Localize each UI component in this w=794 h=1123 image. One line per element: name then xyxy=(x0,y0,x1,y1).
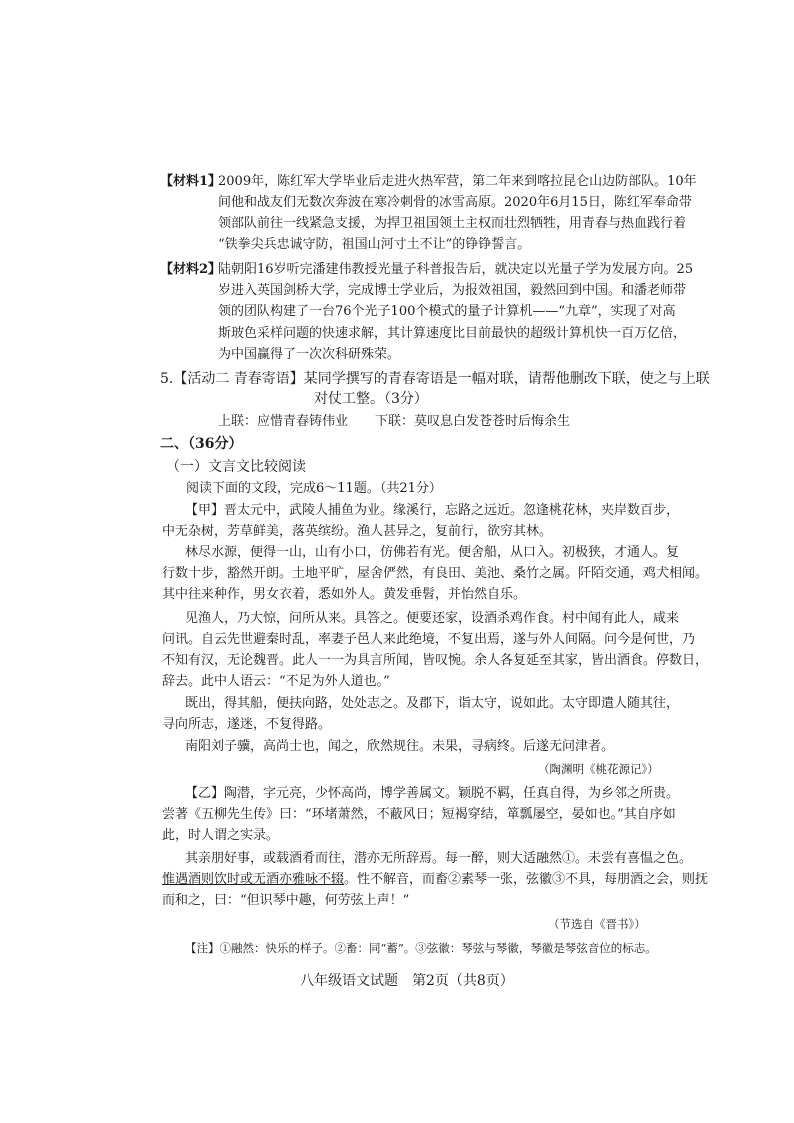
question-5-cont: 对仗工整。（3分） xyxy=(314,391,428,407)
jia-line: 辞去。此中人语云：“不足为外人道也。” xyxy=(162,674,390,689)
jia-line: 寻向所志，遂迷，不复得路。 xyxy=(162,717,332,732)
yi-line-rest: 。性不解音，而畜②素琴一张，弦徽③不具，每朋酒之会，则抚 xyxy=(344,872,709,887)
material2-line: 领的团队构建了一台76个光子100个模式的量子计算机——“九章”，实现了对高 xyxy=(218,304,676,319)
material1-tag: 【材料1】 xyxy=(160,174,222,189)
material2-line: 岁进入英国剑桥大学，完成博士学业后，为报效祖国，毅然回到中国。和潘老师带 xyxy=(218,283,687,298)
material1-line: “铁拳尖兵忠诚守防，祖国山河寸土不让”的铮铮誓言。 xyxy=(218,237,531,252)
material1-line: 间他和战友们无数次奔波在寒冷刺骨的冰雪高原。2020年6月15日，陈红军奉命带 xyxy=(218,195,692,210)
jia-line: 林尽水源，便得一山，山有小口，仿佛若有光。便舍船，从口入。初极狭，才通人。复 xyxy=(185,545,680,560)
material2-line: 为中国赢得了一次次科研殊荣。 xyxy=(218,347,401,362)
yi-line: 而和之，曰：“但识琴中趣，何劳弦上声！” xyxy=(162,893,410,908)
yi-line: 其亲朋好事，或载酒肴而往，潜亦无所辞焉。每一醉，则大适融然①。未尝有喜愠之色。 xyxy=(185,851,693,866)
jia-line: 见渔人，乃大惊，问所从来。具答之。便要还家，设酒杀鸡作食。村中闻有此人，咸来 xyxy=(185,611,680,626)
jia-line: 中无杂树，芳草鲜美，落英缤纷。渔人甚异之，复前行，欲穷其林。 xyxy=(162,524,553,539)
couplet-lower: 下联：莫叹息白发苍苍时后悔余生 xyxy=(375,414,571,429)
material2-line: 斯玻色采样问题的快速求解，其计算速度比目前最快的超级计算机快一百万亿倍， xyxy=(218,326,687,341)
section-heading: 二、（36分） xyxy=(160,436,243,452)
jia-line: 【甲】晋太元中，武陵人捕鱼为业。缘溪行，忘路之远近。忽逢桃花林，夹岸数百步， xyxy=(185,503,680,518)
jia-line: 南阳刘子骥，高尚士也，闻之，欣然规往。未果，寻病终。后遂无问津者。 xyxy=(185,739,615,754)
material2-line: 陆朝阳16岁听完潘建伟教授光量子科普报告后，就决定以光量子学为发展方向。25 xyxy=(218,262,694,277)
question-5: 5.【活动二 青春寄语】某同学撰写的青春寄语是一幅对联，请帮他删改下联，使之与上联 xyxy=(160,371,710,387)
material1-line: 领部队前往一线紧急支援，为捍卫祖国领土主权而壮烈牺牲，用青春与热血践行着 xyxy=(218,216,687,231)
yi-line-underlined xyxy=(162,872,708,888)
yi-line: 【乙】陶潜，字元亮，少怀高尚，博学善属文。颖脱不羁，任真自得，为乡邻之所贵。 xyxy=(185,786,680,801)
jia-source: （陶渊明《桃花源记》） xyxy=(538,762,659,776)
jia-line: 行数十步，豁然开朗。土地平旷，屋舍俨然，有良田、美池、桑竹之属。阡陌交通，鸡犬相闻。 xyxy=(162,566,709,581)
jia-line: 不知有汉，无论魏晋。此人一一为具言所闻，皆叹惋。余人各复延至其家，皆出酒食。停数日， xyxy=(162,653,709,668)
part-heading: （一）文言文比较阅读 xyxy=(166,459,306,475)
yi-line: 此，时人谓之实录。 xyxy=(162,828,280,843)
material1-line: 2009年，陈红军大学毕业后走进火热军营，第二年来到喀拉昆仑山边防部队。10年 xyxy=(218,174,697,189)
material2-tag: 【材料2】 xyxy=(160,262,222,277)
page-footer: 八年级语文试题 第2页（共8页） xyxy=(300,973,514,989)
yi-line: 尝著《五柳先生传》曰：“环堵萧然，不蔽风日；短褐穿结，箪瓢屡空，晏如也。”其自序如 xyxy=(162,807,676,822)
couplet-upper: 上联：应惜青春铸伟业 xyxy=(218,414,349,429)
annotation-note: 【注】①融然：快乐的样子。②畜：同“蓄”。③弦徽：琴弦与琴徽，琴徽是琴弦音位的标志。 xyxy=(185,941,657,955)
underlined-sentence: 惟遇酒则饮时或无酒亦雅咏不辍 xyxy=(162,872,345,887)
yi-source: （节选自《晋书》） xyxy=(548,917,646,931)
instruction: 阅读下面的文段，完成6～11题。（共21分） xyxy=(186,481,442,496)
jia-line: 问讯。自云先世避秦时乱，率妻子邑人来此绝境，不复出焉，遂与外人间隔。问今是何世，乃 xyxy=(162,632,696,647)
jia-line: 其中往来种作，男女衣着，悉如外人。黄发垂髫，并怡然自乐。 xyxy=(162,587,527,602)
jia-line: 既出，得其船，便扶向路，处处志之。及郡下，诣太守，说如此。太守即遣人随其往， xyxy=(185,696,680,711)
